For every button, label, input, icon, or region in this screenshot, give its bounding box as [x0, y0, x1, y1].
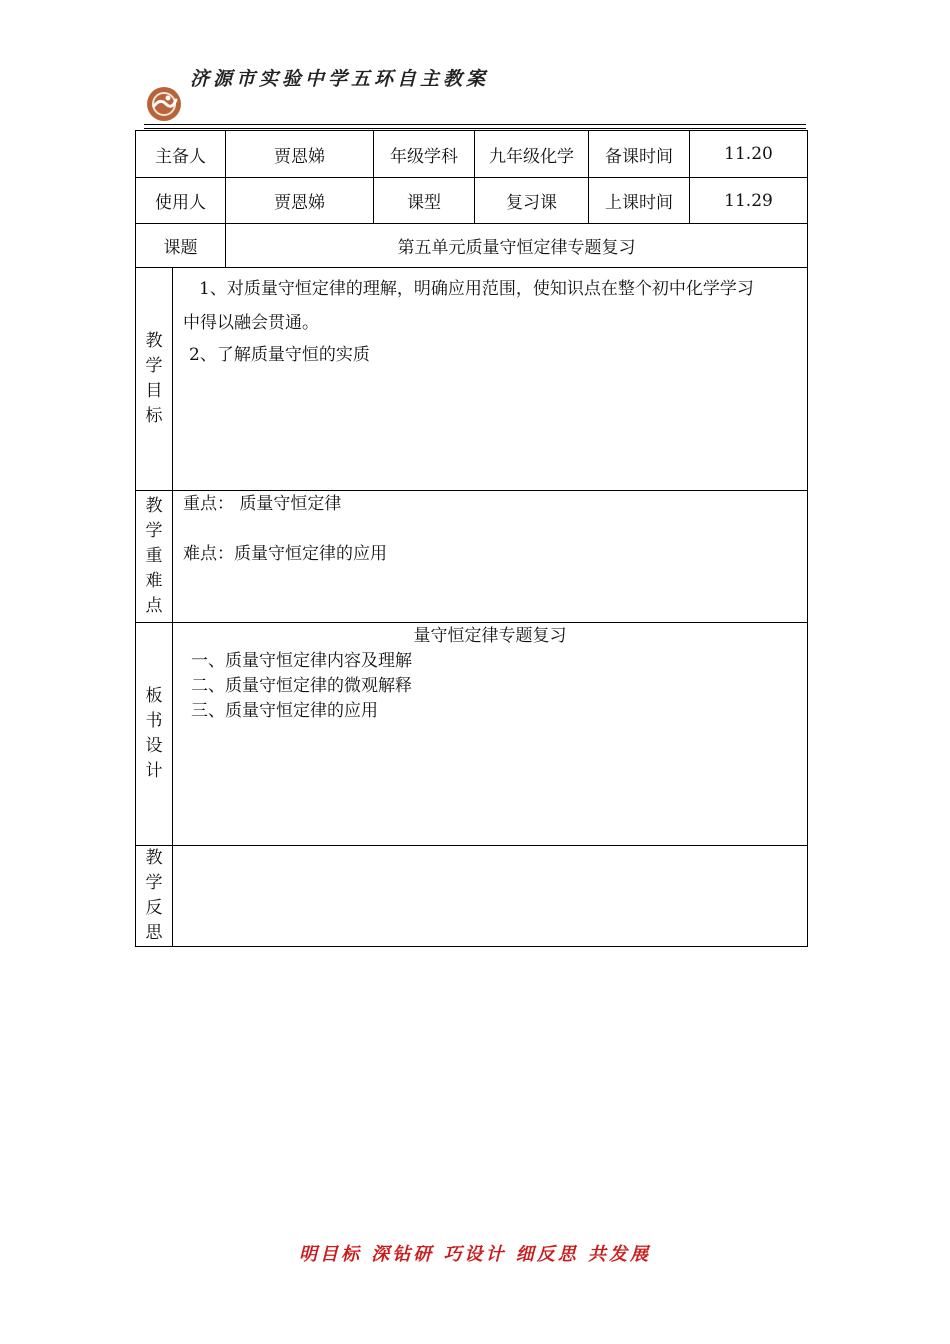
school-logo-icon	[146, 86, 182, 122]
board-design-label: 板 书 设 计	[136, 623, 173, 846]
prep-time-value: 11.20	[690, 131, 808, 178]
lesson-type-label: 课型	[374, 178, 475, 224]
header-rule-thin	[144, 128, 806, 129]
goal-1: 1、对质量守恒定律的理解，明确应用范围，使知识点在整个初中化学学习	[199, 279, 754, 299]
board-item: 二、质量守恒定律的微观解释	[191, 676, 412, 696]
grade-subject-value: 九年级化学	[475, 131, 589, 178]
goal-2: 2、了解质量守恒的实质	[189, 345, 370, 365]
board-title: 量守恒定律专题复习	[413, 626, 567, 646]
school-title: 济源市实验中学五环自主教案	[190, 68, 490, 90]
goals-content	[173, 268, 808, 491]
topic-value: 第五单元质量守恒定律专题复习	[226, 224, 808, 268]
header-rule	[144, 124, 806, 125]
lesson-plan-table	[135, 130, 808, 947]
prep-time-label: 备课时间	[589, 131, 690, 178]
reflection-label: 教 学 反 思	[136, 846, 173, 947]
user-label: 使用人	[136, 178, 226, 224]
board-design-content	[173, 623, 808, 846]
footer-motto: 明目标 深钻研 巧设计 细反思 共发展	[298, 1244, 652, 1265]
board-item: 三、质量守恒定律的应用	[191, 701, 378, 721]
preparer-value: 贾恩娣	[226, 131, 374, 178]
class-time-label: 上课时间	[589, 178, 690, 224]
difficulty-point: 难点：质量守恒定律的应用	[183, 544, 387, 564]
grade-subject-label: 年级学科	[374, 131, 475, 178]
lesson-type-value: 复习课	[475, 178, 589, 224]
preparer-label: 主备人	[136, 131, 226, 178]
goals-label: 教 学 目 标	[136, 268, 173, 491]
key-points-label: 教 学 重 难 点	[136, 491, 173, 623]
topic-label: 课题	[136, 224, 226, 268]
user-value: 贾恩娣	[226, 178, 374, 224]
board-item: 一、质量守恒定律内容及理解	[191, 651, 412, 671]
reflection-content	[173, 846, 808, 947]
goal-1-cont: 中得以融会贯通。	[183, 313, 319, 333]
key-points-content	[173, 491, 808, 623]
focus-point: 重点： 质量守恒定律	[183, 494, 342, 514]
class-time-value: 11.29	[690, 178, 808, 224]
